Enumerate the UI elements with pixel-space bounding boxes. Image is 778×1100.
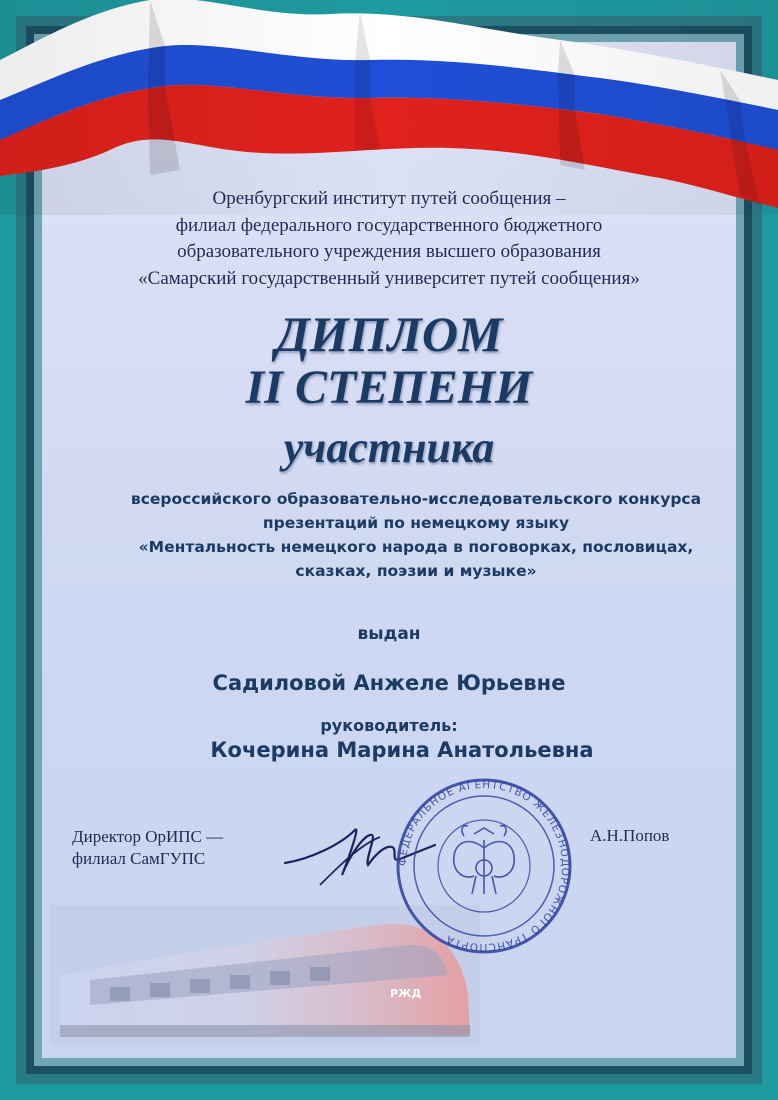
contest-line-3: «Ментальность немецкого народа в поговорках, пословицах, <box>138 538 694 556</box>
institution-line-4: «Самарский государственный университет путей сообщения» <box>138 267 640 289</box>
director-line-1: Директор ОрИПС — <box>72 827 224 846</box>
institution-line-2: филиал федерального государственного бюджетного <box>175 214 603 236</box>
supervisor-label: руководитель: <box>320 716 458 735</box>
supervisor-name: Кочерина Марина Анатольевна <box>210 738 594 762</box>
stamp-ring-text: ФЕДЕРАЛЬНОЕ АГЕНТСТВО ЖЕЛЕЗНОДОРОЖНОГО ТРАНСПОРТА <box>396 778 572 954</box>
director-title <box>72 826 223 870</box>
recipient-name: Садиловой Анжеле Юрьевне <box>212 671 566 695</box>
director-line-2: филиал СамГУПС <box>72 849 206 868</box>
official-round-stamp <box>394 776 574 956</box>
diploma-participant: участника <box>283 423 495 472</box>
russian-flag-ribbon <box>0 0 778 215</box>
institution-header <box>60 186 718 292</box>
institution-line-1: Оренбургский институт путей сообщения – <box>212 188 566 209</box>
diploma-title: ДИПЛОМ <box>275 306 503 362</box>
contest-line-4: сказках, поэзии и музыке» <box>295 562 537 580</box>
contest-description <box>96 487 736 583</box>
issued-label: выдан <box>357 624 421 644</box>
contest-line-1: всероссийского образовательно-исследовательского конкурса <box>130 490 702 508</box>
contest-line-2: презентаций по немецкому языку <box>262 514 570 532</box>
director-name: А.Н.Попов <box>590 826 670 845</box>
institution-line-3: образовательного учреждения высшего образования <box>177 241 601 262</box>
diploma-degree: II СТЕПЕНИ <box>245 361 533 414</box>
train-logo-text: РЖД <box>390 987 422 1000</box>
